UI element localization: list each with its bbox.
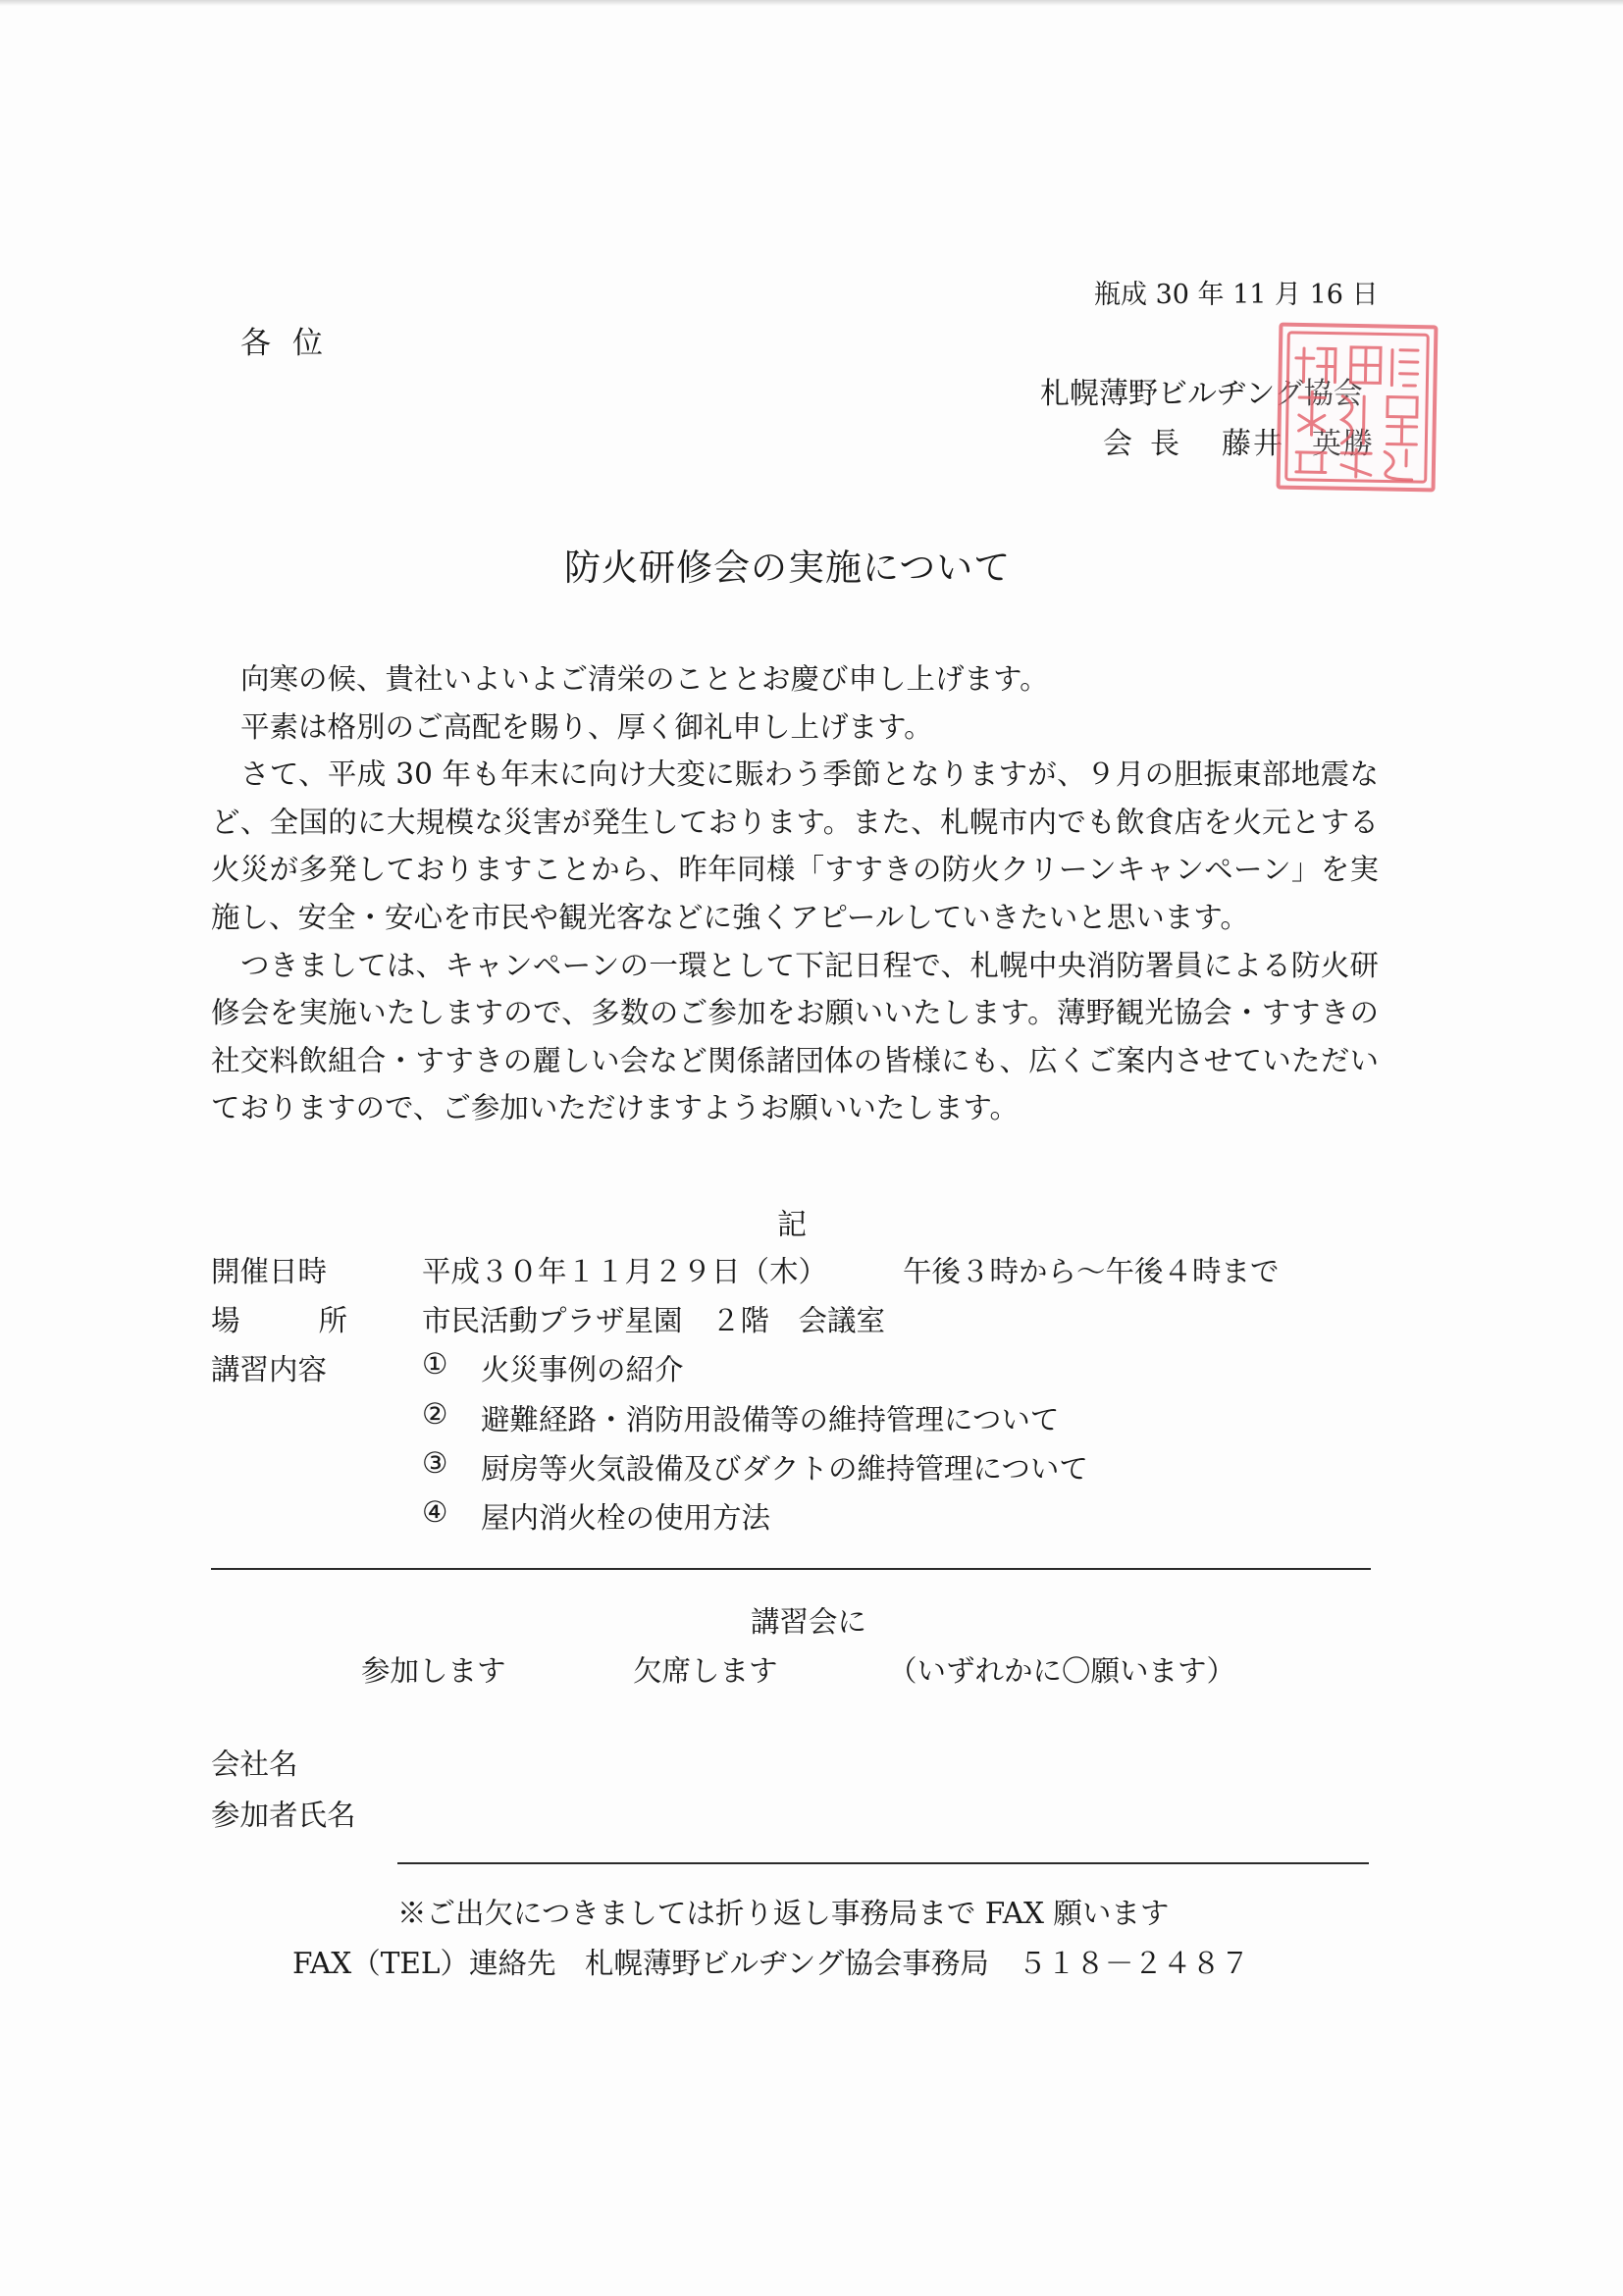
content-item-number: ① bbox=[422, 1347, 448, 1381]
participant-name-field[interactable]: 参加者氏名 bbox=[211, 1799, 356, 1832]
content-item-number: ③ bbox=[422, 1446, 448, 1480]
background-paragraph: さて、平成 30 年も年末に向け大変に賑わう季節となりますが、９月の胆振東部地震など、全国的に大規模な災害が発生しております。また、札幌市内でも飲食店を火元とする火災が多発しておりますことから、昨年同様「すすきの防火クリーンキャンペーン」を実施し、安全・安心を市民や観光客などに強くアピールしていきたいと思います。 bbox=[211, 757, 1379, 934]
sender-given-name: 英勝 bbox=[1312, 427, 1375, 461]
issue-date: 瓶成 30 年 11 月 16 日 bbox=[1094, 280, 1379, 310]
content-item-text: 屋内消火栓の使用方法 bbox=[481, 1501, 771, 1535]
footer-divider bbox=[397, 1862, 1369, 1864]
reply-instruction: ※ご出欠につきましては折り返し事務局まで FAX 願います bbox=[397, 1897, 1170, 1930]
company-name-field[interactable]: 会社名 bbox=[211, 1748, 298, 1781]
letter-body bbox=[211, 655, 1379, 1132]
document-title: 防火研修会の実施について bbox=[564, 547, 1012, 589]
attend-option[interactable]: 参加します bbox=[361, 1654, 506, 1688]
sender-role: 会長 bbox=[1103, 427, 1197, 461]
content-item-text: 厨房等火気設備及びダクトの維持管理について bbox=[481, 1452, 1088, 1486]
absent-option[interactable]: 欠席します bbox=[633, 1654, 778, 1688]
place-label: 場所 bbox=[211, 1304, 427, 1337]
details-heading: 記 bbox=[777, 1208, 807, 1242]
content-item-text: 火災事例の紹介 bbox=[481, 1353, 684, 1386]
circle-instruction: （いずれかに〇願います） bbox=[888, 1654, 1236, 1688]
seal-stamp-icon bbox=[1277, 323, 1439, 493]
request-paragraph: つきましては、キャンペーンの一環として下記日程で、札幌中央消防署員による防火研修会を実施いたしますので、多数のご参加をお願いいたします。薄野観光協会・すすきの社交料飲組合・すすきの麗しい会など関係諸団体の皆様にも、広くご案内させていただいておりますので、ご参加いただけますようお願いいたします。 bbox=[211, 948, 1379, 1125]
thanks-paragraph: 平素は格別のご高配を賜り、厚く御礼申し上げます。 bbox=[240, 709, 933, 744]
content-label: 講習内容 bbox=[211, 1353, 328, 1386]
sender-family-name: 藤井 bbox=[1222, 427, 1284, 461]
time-value: 午後３時から～午後４時まで bbox=[903, 1255, 1280, 1288]
addressee: 各位 bbox=[240, 326, 344, 361]
greeting-paragraph: 向寒の候、貴社いよいよご清栄のこととお慶び申し上げます。 bbox=[240, 662, 1049, 696]
content-item-number: ④ bbox=[422, 1495, 448, 1529]
reply-heading: 講習会に bbox=[751, 1605, 867, 1639]
form-divider bbox=[211, 1568, 1371, 1570]
date-label: 開催日時 bbox=[211, 1255, 328, 1288]
place-value: 市民活動プラザ星園 ２階 会議室 bbox=[422, 1304, 886, 1337]
content-item-number: ② bbox=[422, 1397, 448, 1431]
scan-edge-shadow bbox=[0, 0, 1623, 6]
date-value: 平成３０年１１月２９日（木） bbox=[422, 1255, 828, 1288]
fax-contact: FAX（TEL）連絡先 札幌薄野ビルヂング協会事務局 ５１８－２４８７ bbox=[292, 1947, 1250, 1980]
content-item-text: 避難経路・消防用設備等の維持管理について bbox=[481, 1403, 1060, 1436]
sender-organization: 札幌薄野ビルヂング協会 bbox=[1040, 377, 1363, 411]
